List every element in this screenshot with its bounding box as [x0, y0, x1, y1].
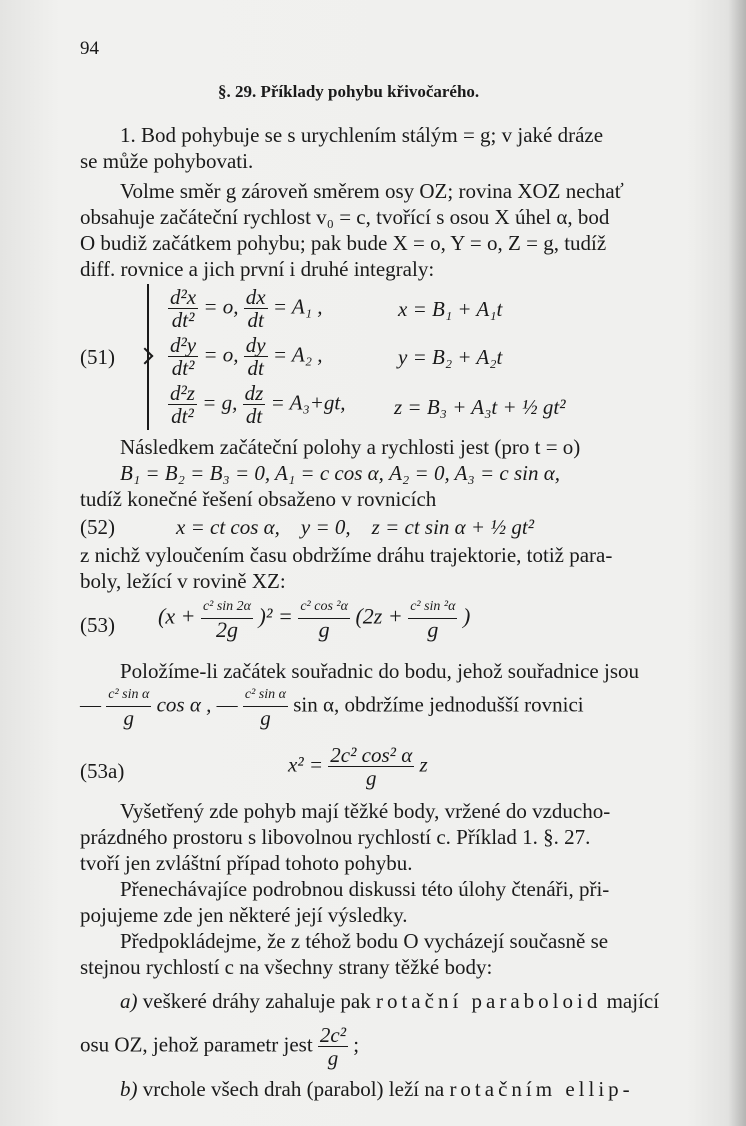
eq53a-lhs: x² =: [288, 752, 324, 777]
minus-sign-1: —: [80, 692, 101, 717]
equation-51-row-1: [168, 286, 323, 331]
eq53-rhs-fraction: $\frac{\text{c² cos ²α}}{g}$: [298, 596, 350, 641]
paragraph-2-line-2: obsahuje začáteční rychlost v₀ = c, tvořící s osou X úhel α, bod: [80, 205, 610, 229]
first-derivative-x: $\frac{dx}{dt}$: [245, 285, 266, 332]
row-3-rhs-2: = A₃+gt,: [270, 390, 346, 415]
item-b-text: vrchole všech drah (parabol) leží na: [142, 1077, 445, 1101]
parameter-fraction: $\frac{\text{2c²}}{g}$: [319, 1023, 347, 1070]
eq53-lhs-open: (x +: [158, 603, 196, 629]
eq53-rhs-close: ): [462, 603, 471, 629]
coordinate-fraction-1: $\frac{\text{c² sin α}}{g}$: [106, 684, 151, 729]
equation-51-row-2-solution: y = B₂ + A₂t: [398, 345, 503, 369]
page-number: 94: [80, 38, 99, 59]
row-2-rhs-2: = A₂ ,: [272, 342, 323, 367]
equation-51-label: (51): [80, 345, 115, 369]
item-b-spaced: rotačním ellip-: [449, 1077, 634, 1101]
equation-53a: [288, 744, 428, 789]
coordinate-fraction-2: $\frac{\text{c² sin α}}{g}$: [243, 684, 288, 729]
row-1-rhs-2: = A₁ ,: [272, 294, 323, 319]
page-edge-shadow: [728, 0, 746, 1126]
row-1-rhs-1: = o,: [203, 294, 239, 319]
paragraph-6-line-1: Vyšetřený zde pohyb mají těžké body, vržené do vzducho-: [120, 799, 611, 823]
paragraph-4-line-1: z nichž vyloučením času obdržíme dráhu trajektorie, totiž para-: [80, 543, 613, 567]
second-derivative-x: $\frac{\text{d²x}}{\text{dt²}}$: [170, 285, 197, 332]
item-a-text: veškeré dráhy zahaluje pak: [142, 989, 371, 1013]
coordinate-1-tail: cos α ,: [156, 692, 212, 717]
eq53-lhs-close: )² =: [258, 603, 293, 629]
paragraph-7-line-1: Přenechávajíce podrobnou diskussi této úlohy čtenáři, při-: [120, 877, 610, 901]
item-a-line-1: [120, 988, 659, 1014]
eq53-rhs-mid: (2z +: [355, 603, 403, 629]
paragraph-4-line-2: boly, ležící v rovině XZ:: [80, 569, 286, 593]
paragraph-2-line-4: diff. rovnice a jich první i druhé integraly:: [80, 257, 435, 281]
first-derivative-z: $\frac{dz}{dt}$: [244, 381, 264, 428]
paragraph-2-line-3: O budiž začátkem pohybu; pak bude X = o, Y = o, Z = g, tudíž: [80, 231, 607, 255]
equation-51-row-3: [168, 382, 346, 427]
paragraph-1-line-2: se může pohybovati.: [80, 149, 254, 173]
row-2-rhs-1: = o,: [203, 342, 239, 367]
second-derivative-y: $\frac{\text{d²y}}{\text{dt²}}$: [170, 333, 197, 380]
item-b-line-1: [120, 1076, 634, 1102]
equation-51-row-2: [168, 334, 323, 379]
paragraph-8-line-1: Předpokládejme, že z téhož bodu O vycházejí současně se: [120, 929, 609, 953]
equation-52: x = ct cos α, y = 0, z = ct sin α + ½ gt²: [176, 515, 534, 539]
item-a-spaced: rotační paraboloid: [375, 989, 602, 1013]
row-3-rhs-1: = g,: [202, 390, 238, 415]
item-a-line-2-text: osu OZ, jehož parametr jest: [80, 1032, 313, 1057]
equation-51-row-3-solution: z = B₃ + A₃t + ½ gt²: [394, 395, 566, 419]
paragraph-3-line-1: Následkem začáteční polohy a rychlosti jest (pro t = o): [120, 435, 581, 459]
minus-sign-2: —: [216, 692, 238, 717]
eq53a-rhs: z: [419, 752, 428, 777]
equation-51-row-1-solution: x = B₁ + A₁t: [398, 297, 503, 321]
paragraph-3-line-3: tudíž konečné řešení obsaženo v rovnicích: [80, 487, 437, 511]
eq53a-fraction: $\frac{\text{2c² cos² α}}{g}$: [330, 743, 413, 790]
equation-52-label: (52): [80, 515, 115, 539]
eq53-lhs-fraction: $\frac{\text{c² sin 2α}}{2g}$: [201, 596, 253, 641]
paragraph-6-line-2: prázdného prostoru s libovolnou rychlostí c. Příklad 1. §. 27.: [80, 825, 591, 849]
paragraph-5-line-1: Položíme-li začátek souřadnic do bodu, jehož souřadnice jsou: [120, 659, 640, 683]
equation-53-label: (53): [80, 613, 115, 637]
item-a-line-2: [80, 1024, 359, 1069]
item-a-marker: a): [120, 989, 138, 1013]
item-a-tail: mající: [606, 989, 660, 1013]
paragraph-6-line-3: tvoří jen zvláštní případ tohoto pohybu.: [80, 851, 413, 875]
equation-53: [158, 596, 470, 641]
paragraph-2-line-1: Volme směr g zároveň směrem osy OZ; rovina XOZ nechať: [120, 179, 624, 203]
item-a-end: ;: [353, 1032, 360, 1057]
item-b-marker: b): [120, 1077, 138, 1101]
first-derivative-y: $\frac{dy}{dt}$: [245, 333, 266, 380]
equation-51-brace: [147, 284, 161, 430]
equation-53a-label: (53a): [80, 759, 125, 783]
section-heading: §. 29. Příklady pohybu křivočarého.: [218, 82, 480, 101]
eq53-rhs2-fraction: $\frac{\text{c² sin ²α}}{g}$: [408, 596, 457, 641]
paragraph-5-line-2: [80, 684, 584, 729]
paragraph-7-line-2: pojujeme zde jen některé její výsledky.: [80, 903, 408, 927]
paragraph-3-line-2: B₁ = B₂ = B₃ = 0, A₁ = c cos α, A₂ = 0, A₃ = c sin α,: [120, 461, 560, 485]
coordinate-2-tail: sin α, obdržíme jednodušší rovnici: [293, 692, 584, 717]
paragraph-1-line-1: 1. Bod pohybuje se s urychlením stálým = g; v jaké dráze: [120, 123, 604, 147]
paragraph-8-line-2: stejnou rychlostí c na všechny strany těžké body:: [80, 955, 493, 979]
second-derivative-z: $\frac{\text{d²z}}{\text{dt²}}$: [170, 381, 195, 428]
